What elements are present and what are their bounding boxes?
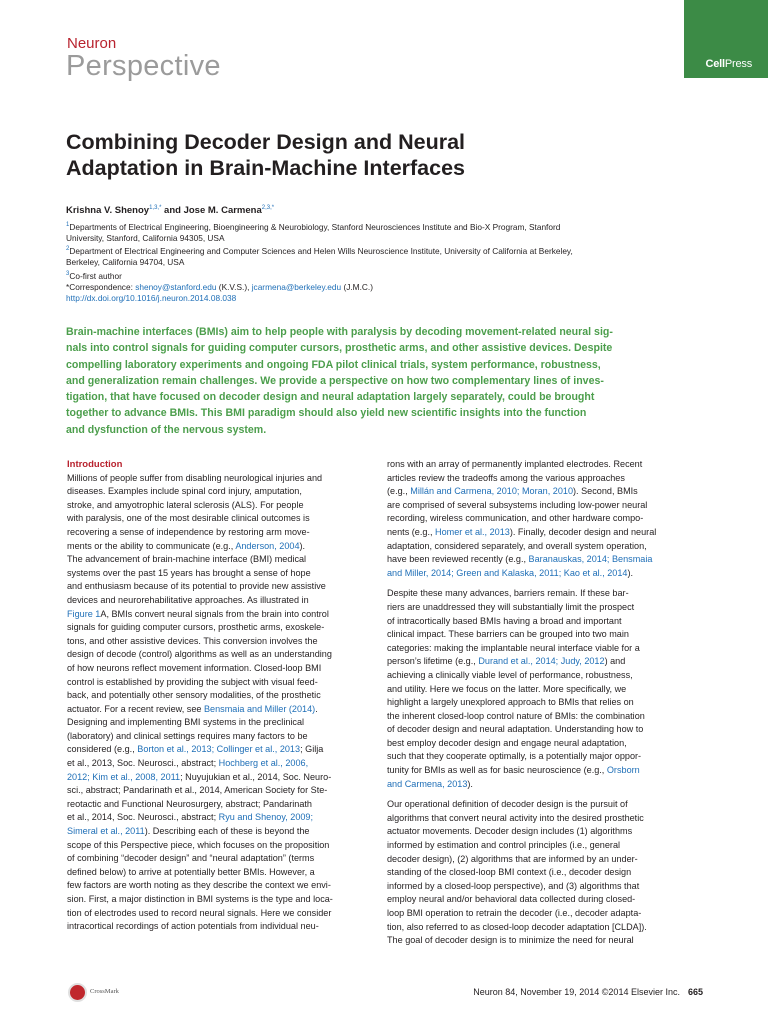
text-line <box>67 485 372 499</box>
author-name: Krishna V. Shenoy <box>66 205 150 217</box>
text-line <box>387 778 692 792</box>
correspondence: *Correspondence: shenoy@stanford.edu (K.V.S.), jcarmena@berkeley.edu (J.M.C.) <box>66 281 373 292</box>
text-line <box>387 696 692 710</box>
text-run: articles review the tradeoffs among the various approaches <box>387 472 625 483</box>
text-line <box>387 710 692 724</box>
text-line <box>387 893 692 907</box>
text-run: best employ decoder design and engage neural adaptation, <box>387 737 627 748</box>
text-line <box>387 812 692 826</box>
text-run: actuator movements. Decoder design includes (1) algorithms <box>387 826 633 837</box>
text-line <box>67 648 372 662</box>
text-line <box>67 798 372 812</box>
text-line <box>67 811 372 825</box>
text-line <box>387 798 692 812</box>
reference-link[interactable]: Figure 1 <box>67 608 101 619</box>
text-line <box>387 669 692 683</box>
text-line <box>67 689 372 703</box>
text-line <box>67 920 372 934</box>
text-line <box>387 750 692 764</box>
text-run: person’s lifetime (e.g., <box>387 656 479 667</box>
text-run: ; Nuyujukian et al., 2014, Soc. Neuro- <box>180 771 332 782</box>
text-line <box>387 737 692 751</box>
text-run: tion, also referred to as closed-loop decoder adaptation [CLDA]). <box>387 921 647 932</box>
citation-line: Neuron 84, November 19, 2014 ©2014 Elsevier Inc. <box>473 987 680 997</box>
text-line <box>67 499 372 513</box>
text-run: of decoder design and neural adaptation. Understanding how to <box>387 724 644 735</box>
text-line <box>67 907 372 921</box>
text-run: ; Gilja <box>300 744 324 755</box>
text-run: informed by estimation and control principles (i.e., general <box>387 840 621 851</box>
text-run: adaptation, considered separately, and overall system operation, <box>387 540 647 551</box>
text-run: devices and neurorehabilitative approaches. As illustrated in <box>67 594 309 605</box>
crossmark-label: CrossMark <box>90 988 119 995</box>
text-run: clinical impact. These barriers can be grouped into two main <box>387 629 629 640</box>
body-column-left <box>67 458 372 934</box>
text-line <box>67 621 372 635</box>
text-run: et al., 2013, Soc. Neurosci., abstract; <box>67 758 219 769</box>
text-run: highlight a largely unexplored approach to BMIs that relies on <box>387 697 634 708</box>
text-run: employ neural and/or behavioral data collected during closed- <box>387 894 636 905</box>
reference-link[interactable]: and Miller, 2014; Green and Kalaska, 2011; Kao et al., 2014 <box>387 567 628 578</box>
text-line <box>67 553 372 567</box>
reference-link[interactable]: Anderson, 2004 <box>235 540 300 551</box>
text-run: recovering a sense of independence by restoring arm move- <box>67 526 310 537</box>
text-line <box>387 499 692 513</box>
section-label: Perspective <box>66 50 221 82</box>
text-line <box>67 893 372 907</box>
text-run: tion of electrodes used to record neural signals. Here we consider <box>67 907 332 918</box>
text-line <box>387 628 692 642</box>
author-affil-marker[interactable]: 1,3,* <box>149 205 162 211</box>
text-line <box>67 730 372 744</box>
text-run: rons with an array of permanently implanted electrodes. Recent <box>387 459 643 469</box>
text-line <box>67 594 372 608</box>
reference-link[interactable]: Ryu and Shenoy, 2009; <box>218 812 314 823</box>
affiliation-2-cont: Berkeley, California 94704, USA <box>66 257 185 268</box>
article-title <box>66 129 686 181</box>
abstract-line: and dysfunction of the nervous system. <box>66 423 267 436</box>
text-line <box>387 825 692 839</box>
text-line <box>387 655 692 669</box>
text-run: with paralysis, one of the most desirable clinical outcomes is <box>67 513 310 524</box>
text-run: nents (e.g., <box>387 526 436 537</box>
reference-link[interactable]: Orsborn <box>606 765 640 776</box>
text-run: scope of this Perspective piece, which focuses on the proposition <box>67 839 330 850</box>
text-line <box>67 852 372 866</box>
text-run: back, and potentially other sensory modalities, of the prosthetic <box>67 690 321 701</box>
reference-link[interactable]: 2012; Kim et al., 2008, 2011 <box>67 771 181 782</box>
text-run: ) and <box>604 656 626 667</box>
text-line <box>67 526 372 540</box>
text-line <box>67 635 372 649</box>
text-run: diseases. Examples include spinal cord injury, amputation, <box>67 486 302 497</box>
text-line <box>67 825 372 839</box>
page-number: 665 <box>687 987 703 997</box>
text-run: systems over the past 15 years has brought a sense of hope <box>67 567 311 578</box>
reference-link[interactable]: Durand et al., 2014; Judy, 2012 <box>478 656 605 667</box>
text-line <box>387 764 692 778</box>
text-line <box>67 662 372 676</box>
reference-link[interactable]: Simeral et al., 2011 <box>67 826 145 837</box>
text-run: recording, wireless communication, and other hardware compo- <box>387 513 644 524</box>
text-line <box>67 512 372 526</box>
crossmark-badge[interactable] <box>68 982 120 1004</box>
text-line <box>387 553 692 567</box>
abstract-line: compelling laboratory experiments and ongoing FDA pilot clinical trials, system performance, robustness, <box>66 358 601 371</box>
text-run: ). <box>627 567 634 578</box>
text-run: loop BMI operation to retrain the decoder (i.e., decoder adapta- <box>387 908 642 918</box>
text-run: The advancement of brain-machine interface (BMI) medical <box>67 554 307 565</box>
text-run: The goal of decoder design is to minimize the need for neural <box>387 935 634 946</box>
email-link[interactable]: jcarmena@berkeley.edu <box>251 281 342 292</box>
page-footer <box>473 987 703 997</box>
text-run: reotactic and Functional Neurosurgery, abstract; Pandarinath <box>67 798 312 809</box>
text-line <box>67 839 372 853</box>
text-line <box>387 907 692 921</box>
text-run: have been reviewed recently (e.g., <box>387 554 529 565</box>
text-line <box>387 642 692 656</box>
crossmark-icon <box>68 983 87 1002</box>
publisher-logo: CellPress <box>705 58 752 70</box>
text-run: Designing and implementing BMI systems in the preclinical <box>67 717 305 728</box>
text-line <box>67 866 372 880</box>
text-line <box>387 458 692 472</box>
text-line <box>387 839 692 853</box>
text-run: achieving a clinically viable level of performance, robustness, <box>387 669 633 680</box>
text-run: and utility. Here we focus on the latter. More specifically, we <box>387 683 627 694</box>
text-run: A, BMIs convert neural signals from the brain into control <box>100 608 329 619</box>
text-run: control is established by providing the subject with visual feed- <box>67 676 318 687</box>
text-line <box>67 757 372 771</box>
author-list <box>66 205 274 216</box>
reference-link[interactable]: Hochberg et al., 2006, <box>218 758 309 769</box>
text-run: of how neurons reflect movement information. Closed-loop BMI <box>67 662 322 673</box>
author-affil-marker[interactable]: 2,3,* <box>261 205 275 211</box>
text-line <box>387 512 692 526</box>
text-run: of combining “decoder design” and “neural adaptation” (terms <box>67 853 315 864</box>
text-run: informed by a closed-loop perspective), and (3) algorithms that <box>387 880 640 891</box>
reference-link[interactable]: Millán and Carmena, 2010; Moran, 2010 <box>410 486 574 497</box>
title-line-2: Adaptation in Brain-Machine Interfaces <box>66 156 466 180</box>
body-column-right <box>387 458 692 948</box>
publisher-tab <box>684 0 768 78</box>
text-line <box>67 784 372 798</box>
reference-link[interactable]: Baranauskas, 2014; Bensmaia <box>528 554 653 565</box>
abstract-line: tigation, that have focused on decoder design and neural adaptation largely separately, could be brought <box>66 391 595 404</box>
text-run: design of decode (control) algorithms as well as an understanding <box>67 649 332 660</box>
reference-link[interactable]: Bensmaia and Miller (2014) <box>203 703 316 714</box>
text-run: ). <box>299 540 306 551</box>
text-line <box>387 615 692 629</box>
text-line <box>67 743 372 757</box>
text-run: et al., 2014, Soc. Neurosci., abstract; <box>67 812 219 823</box>
reference-link[interactable]: Homer et al., 2013 <box>435 526 510 537</box>
text-line <box>387 866 692 880</box>
journal-name: Neuron <box>67 35 117 52</box>
text-run: tons, and other assistive devices. This conversion involves the <box>67 635 318 646</box>
text-run: ). Second, BMIs <box>573 486 638 497</box>
text-run: and enthusiasm because of its potential to provide new assistive <box>67 581 326 592</box>
text-line <box>387 472 692 486</box>
text-line <box>67 676 372 690</box>
text-run: Our operational definition of decoder design is the pursuit of <box>387 799 628 810</box>
affiliation-2: $^2$Department of Electrical Engineering and Computer Sciences and Helen Wills Neuroscience Institute, University of California at Berkeley, <box>66 246 573 257</box>
author-name: Jose M. Carmena <box>183 205 262 217</box>
doi-link[interactable]: http://dx.doi.org/10.1016/j.neuron.2014.08.038 <box>66 293 237 304</box>
text-run: signals for guiding computer cursors, prosthetic arms, exoskele- <box>67 622 325 633</box>
text-line <box>387 526 692 540</box>
text-run: sci., abstract; Pandarinath et al., 2014, American Society for Ste- <box>67 785 328 796</box>
text-line <box>387 485 692 499</box>
affiliation-1-cont: University, Stanford, California 94305, USA <box>66 233 225 244</box>
text-line <box>67 879 372 893</box>
text-run: algorithms that convert neural activity into the desired prosthetic <box>387 812 644 823</box>
text-run: tunity for BMIs as well as for basic neuroscience (e.g., <box>387 765 607 776</box>
email-link[interactable]: shenoy@stanford.edu <box>135 281 217 292</box>
text-run: ). Describing each of these is beyond the <box>144 826 310 837</box>
reference-link[interactable]: Borton et al., 2013; Collinger et al., 2013 <box>137 744 301 755</box>
text-run: riers are unaddressed they will substantially limit the prospect <box>387 601 635 612</box>
text-line <box>387 683 692 697</box>
text-run: standing of the closed-loop BMI context (i.e., decoder design <box>387 867 632 878</box>
text-run: such that they cooperate optimally, is a potentially major oppor- <box>387 751 642 762</box>
text-line <box>387 853 692 867</box>
text-run: sion. First, a major distinction in BMI systems is the type and loca- <box>67 894 333 904</box>
section-heading: Introduction <box>67 459 123 470</box>
text-run: stroke, and amyotrophic lateral sclerosis (ALS). For people <box>67 499 304 510</box>
abstract-line: together to advance BMIs. This BMI paradigm should also yield new scientific insights into the function <box>66 407 587 420</box>
text-run: considered (e.g., <box>67 744 138 755</box>
abstract <box>66 324 702 438</box>
text-line <box>387 934 692 948</box>
affiliation-1: $^1$Departments of Electrical Engineering, Bioengineering & Neurobiology, Stanford Neurosciences Institute and Bio-X Program, Stanford <box>66 221 561 232</box>
text-run: (e.g., <box>387 486 411 497</box>
text-run: ). Finally, decoder design and neural <box>509 526 657 537</box>
text-line <box>387 601 692 615</box>
text-run: Despite these many advances, barriers remain. If these bar- <box>387 588 629 599</box>
text-run: of intracortically based BMIs having a broad and important <box>387 615 622 626</box>
text-line <box>387 921 692 935</box>
text-run: categories: making the implantable neural interface viable for a <box>387 642 640 653</box>
text-line <box>387 540 692 554</box>
text-line <box>67 472 372 486</box>
text-line <box>67 580 372 594</box>
text-run: the inherent closed-loop control nature of BMIs: the combination <box>387 710 645 721</box>
text-run: (laboratory) and clinical settings requires many factors to be <box>67 730 308 741</box>
text-run: intracortical recordings of action potentials from individual neu- <box>67 921 319 932</box>
text-run: are comprised of several subsystems including low-power neural <box>387 499 648 510</box>
text-run: decoder design), (2) algorithms that are informed by an under- <box>387 853 638 864</box>
abstract-line: and generalization remain challenges. We provide a perspective on how two complementary lines of inves- <box>66 374 604 387</box>
reference-link[interactable]: and Carmena, 2013 <box>387 778 468 789</box>
text-run: Millions of people suffer from disabling neurological injuries and <box>67 472 323 483</box>
affiliations <box>66 220 706 304</box>
text-run: . <box>315 703 318 714</box>
text-line <box>67 540 372 554</box>
text-run: ments or the ability to communicate (e.g., <box>67 540 236 551</box>
text-run: actuator. For a recent review, see <box>67 703 204 714</box>
text-line <box>387 567 692 581</box>
title-line-1: Combining Decoder Design and Neural <box>66 130 465 154</box>
text-run: ). <box>467 778 473 789</box>
text-line <box>67 608 372 622</box>
text-line <box>67 567 372 581</box>
text-run: defined below) to arrive at potentially better BMIs. However, a <box>67 866 315 877</box>
text-line <box>67 716 372 730</box>
text-line <box>387 723 692 737</box>
co-first-note: $^3$Co-first author <box>66 270 122 281</box>
abstract-line: Brain-machine interfaces (BMIs) aim to help people with paralysis by decoding movement-related neural sig- <box>66 326 613 338</box>
text-line <box>67 771 372 785</box>
text-line <box>387 587 692 601</box>
abstract-line: nals into control signals for guiding computer cursors, prosthetic arms, and other assistive devices. Despite <box>66 342 613 355</box>
text-run: few factors are worth noting as they describe the context we envi- <box>67 880 331 891</box>
text-line <box>67 703 372 717</box>
author-conjunction: and <box>161 205 184 217</box>
text-line <box>387 880 692 894</box>
